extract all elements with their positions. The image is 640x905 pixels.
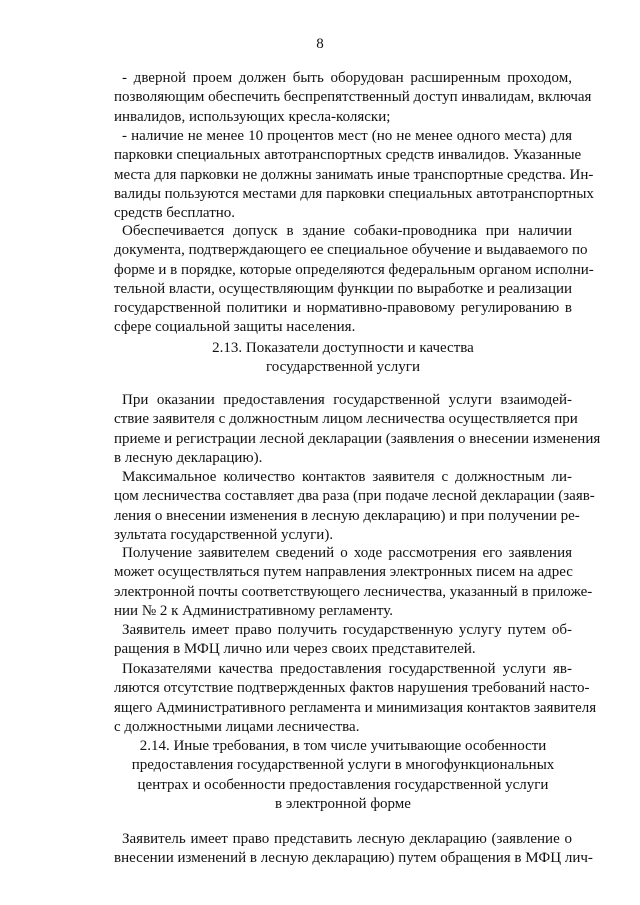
text-line: нии № 2 к Административному регламенту. xyxy=(114,602,394,619)
text-line: электронной почты соответствующего лесничества, указанный в приложе- xyxy=(114,583,593,600)
section-heading-2-13 xyxy=(100,339,586,378)
paragraph-quality-indicators xyxy=(114,660,597,737)
text-line: места для парковки не должны занимать иные транспортные средства. Ин- xyxy=(114,166,594,183)
heading-line: 2.13. Показатели доступности и качества xyxy=(212,340,474,356)
text-line: Заявитель имеет право получить государственную услугу путем об- xyxy=(122,622,572,638)
text-line: ляются отсутствие подтвержденных фактов нарушения требований насто- xyxy=(114,680,590,697)
text-line: Обеспечивается допуск в здание собаки-проводника при наличии xyxy=(122,223,572,239)
text-line: позволяющим обеспечить беспрепятственный доступ инвалидам, включая xyxy=(114,89,592,106)
heading-line: предоставления государственной услуги в многофункциональных xyxy=(131,757,555,774)
heading-line: государственной услуги xyxy=(266,359,420,376)
text-line: форме и в порядке, которые определяются федеральным органом исполни- xyxy=(114,261,594,278)
paragraph-declaration-submit xyxy=(114,830,593,869)
section-heading-2-14 xyxy=(100,737,586,814)
text-line: инвалидов, использующих кресла-коляски; xyxy=(114,108,391,125)
text-line: средств бесплатно. xyxy=(114,205,236,222)
text-line: Показателями качества предоставления государственной услуги яв- xyxy=(122,661,572,677)
text-line: Максимальное количество контактов заявителя с должностным ли- xyxy=(122,469,572,485)
text-line: Получение заявителем сведений о ходе рассмотрения его заявления xyxy=(122,545,572,561)
text-line: зультата государственной услуги). xyxy=(114,526,334,543)
text-line: в лесную декларацию). xyxy=(114,449,263,466)
text-line: цом лесничества составляет два раза (при подаче лесной декларации (заяв- xyxy=(114,488,595,505)
text-line: с должностными лицами лесничества. xyxy=(114,718,360,735)
text-line: ращения в МФЦ лично или через своих представителей. xyxy=(114,641,476,658)
text-line: государственной политики и нормативно-правовому регулированию в xyxy=(114,300,572,317)
heading-line: центрах и особенности предоставления государственной услуги xyxy=(137,776,549,793)
text-line: парковки специальных автотранспортных средств инвалидов. Указанные xyxy=(114,147,582,164)
text-line: ления о внесении изменения в лесную декларацию) и при получении ре- xyxy=(114,507,580,524)
text-line: тельной власти, осуществляющим функции по выработке и реализации xyxy=(114,280,573,297)
paragraph-mfc-right xyxy=(114,621,572,660)
text-line: может осуществляться путем направления электронных писем на адрес xyxy=(114,564,573,581)
text-line: приеме и регистрации лесной декларации (заявления о внесении изменения xyxy=(114,430,601,447)
text-line: - дверной проем должен быть оборудован расширенным проходом, xyxy=(122,70,572,86)
paragraph-max-contacts xyxy=(114,468,595,545)
text-line: ящего Административного регламента и минимизация контактов заявителя xyxy=(114,699,597,716)
text-line: внесении изменений в лесную декларацию) путем обращения в МФЦ лич- xyxy=(114,850,593,867)
heading-line: в электронной форме xyxy=(275,795,411,812)
text-line: - наличие не менее 10 процентов мест (но не менее одного места) для xyxy=(122,128,572,144)
heading-line: 2.14. Иные требования, в том числе учитывающие особенности xyxy=(139,738,547,754)
text-line: ствие заявителя с должностным лицом лесничества осуществляется при xyxy=(114,411,578,428)
text-line: При оказании предоставления государственной услуги взаимодей- xyxy=(122,392,572,408)
paragraph-interaction xyxy=(114,391,601,468)
text-line: Заявитель имеет право представить лесную декларацию (заявление о xyxy=(122,831,572,847)
text-line: сфере социальной защиты населения. xyxy=(114,319,356,336)
paragraph-parking xyxy=(114,127,594,223)
paragraph-guide-dog xyxy=(114,222,594,338)
paragraph-status-info xyxy=(114,544,593,621)
text-line: документа, подтверждающего ее специальное обучение и выдаваемого по xyxy=(114,242,588,259)
paragraph-doorway xyxy=(114,69,592,127)
page-number: 8 xyxy=(316,36,324,52)
text-line: валиды пользуются местами для парковки специальных автотранспортных xyxy=(114,185,594,202)
